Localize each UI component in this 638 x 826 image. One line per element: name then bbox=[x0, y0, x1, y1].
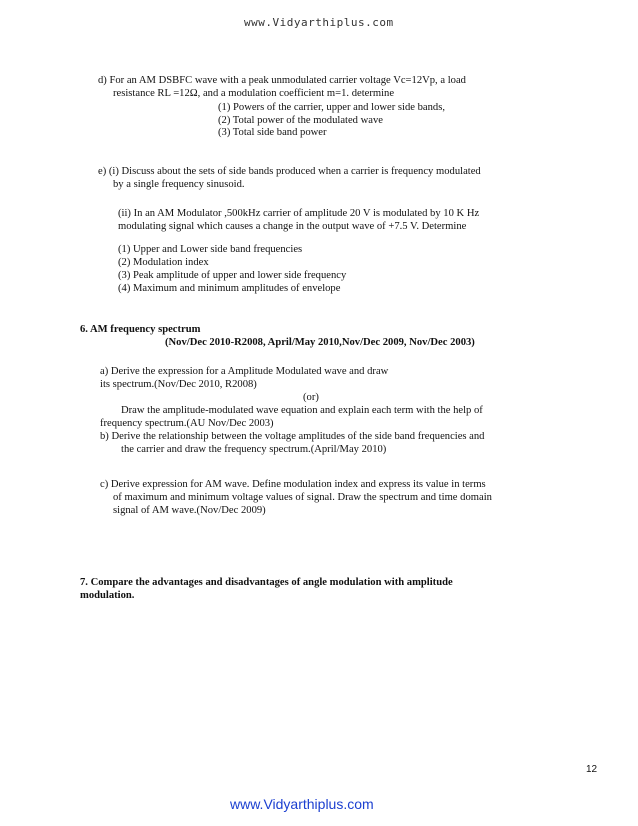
q-e-line2: by a single frequency sinusoid. bbox=[113, 179, 245, 190]
q-d-line2: resistance RL =12Ω, and a modulation coefficient m=1. determine bbox=[113, 88, 395, 99]
section6-alt-line2: frequency spectrum.(AU Nov/Dec 2003) bbox=[100, 418, 274, 429]
page-number: 12 bbox=[586, 764, 598, 775]
section6-a-line2: its spectrum.(Nov/Dec 2010, R2008) bbox=[100, 379, 257, 390]
q-e-sub-line2: modulating signal which causes a change in the output wave of +7.5 V. Determine bbox=[118, 221, 467, 232]
header-site-text: www.Vidyarthiplus.com bbox=[244, 16, 394, 29]
section6-or: (or) bbox=[303, 392, 319, 403]
q-e-item-4: (4) Maximum and minimum amplitudes of envelope bbox=[118, 283, 341, 294]
footer-site-link[interactable]: www.Vidyarthiplus.com bbox=[230, 796, 374, 812]
section7-line1: 7. Compare the advantages and disadvantages of angle modulation with amplitude bbox=[80, 577, 453, 588]
q-e-line1: e) (i) Discuss about the sets of side bands produced when a carrier is frequency modulated bbox=[98, 166, 481, 177]
q-e-item-3: (3) Peak amplitude of upper and lower side frequency bbox=[118, 270, 347, 281]
section6-title: 6. AM frequency spectrum bbox=[80, 324, 201, 335]
section6-b-line2: the carrier and draw the frequency spectrum.(April/May 2010) bbox=[121, 444, 387, 455]
section6-c-line3: signal of AM wave.(Nov/Dec 2009) bbox=[113, 505, 266, 516]
section6-c-line1: c) Derive expression for AM wave. Define modulation index and express its value in terms bbox=[100, 479, 486, 490]
section6-b-line1: b) Derive the relationship between the voltage amplitudes of the side band frequencies and bbox=[100, 431, 485, 442]
q-d-line1: d) For an AM DSBFC wave with a peak unmodulated carrier voltage Vc=12Vp, a load bbox=[98, 75, 466, 86]
section6-alt-line1: Draw the amplitude-modulated wave equation and explain each term with the help of bbox=[121, 405, 483, 416]
section6-dates: (Nov/Dec 2010-R2008, April/May 2010,Nov/Dec 2009, Nov/Dec 2003) bbox=[165, 337, 475, 348]
q-d-item-2: (2) Total power of the modulated wave bbox=[218, 115, 383, 126]
section6-c-line2: of maximum and minimum voltage values of signal. Draw the spectrum and time domain bbox=[113, 492, 492, 503]
section6-a-line1: a) Derive the expression for a Amplitude Modulated wave and draw bbox=[100, 366, 389, 377]
q-d-item-1: (1) Powers of the carrier, upper and lower side bands, bbox=[218, 102, 445, 113]
section7-line2: modulation. bbox=[80, 590, 135, 601]
q-e-item-1: (1) Upper and Lower side band frequencies bbox=[118, 244, 303, 255]
q-e-item-2: (2) Modulation index bbox=[118, 257, 209, 268]
q-e-sub-line1: (ii) In an AM Modulator ,500kHz carrier of amplitude 20 V is modulated by 10 K Hz bbox=[118, 208, 480, 219]
q-d-item-3: (3) Total side band power bbox=[218, 127, 327, 138]
